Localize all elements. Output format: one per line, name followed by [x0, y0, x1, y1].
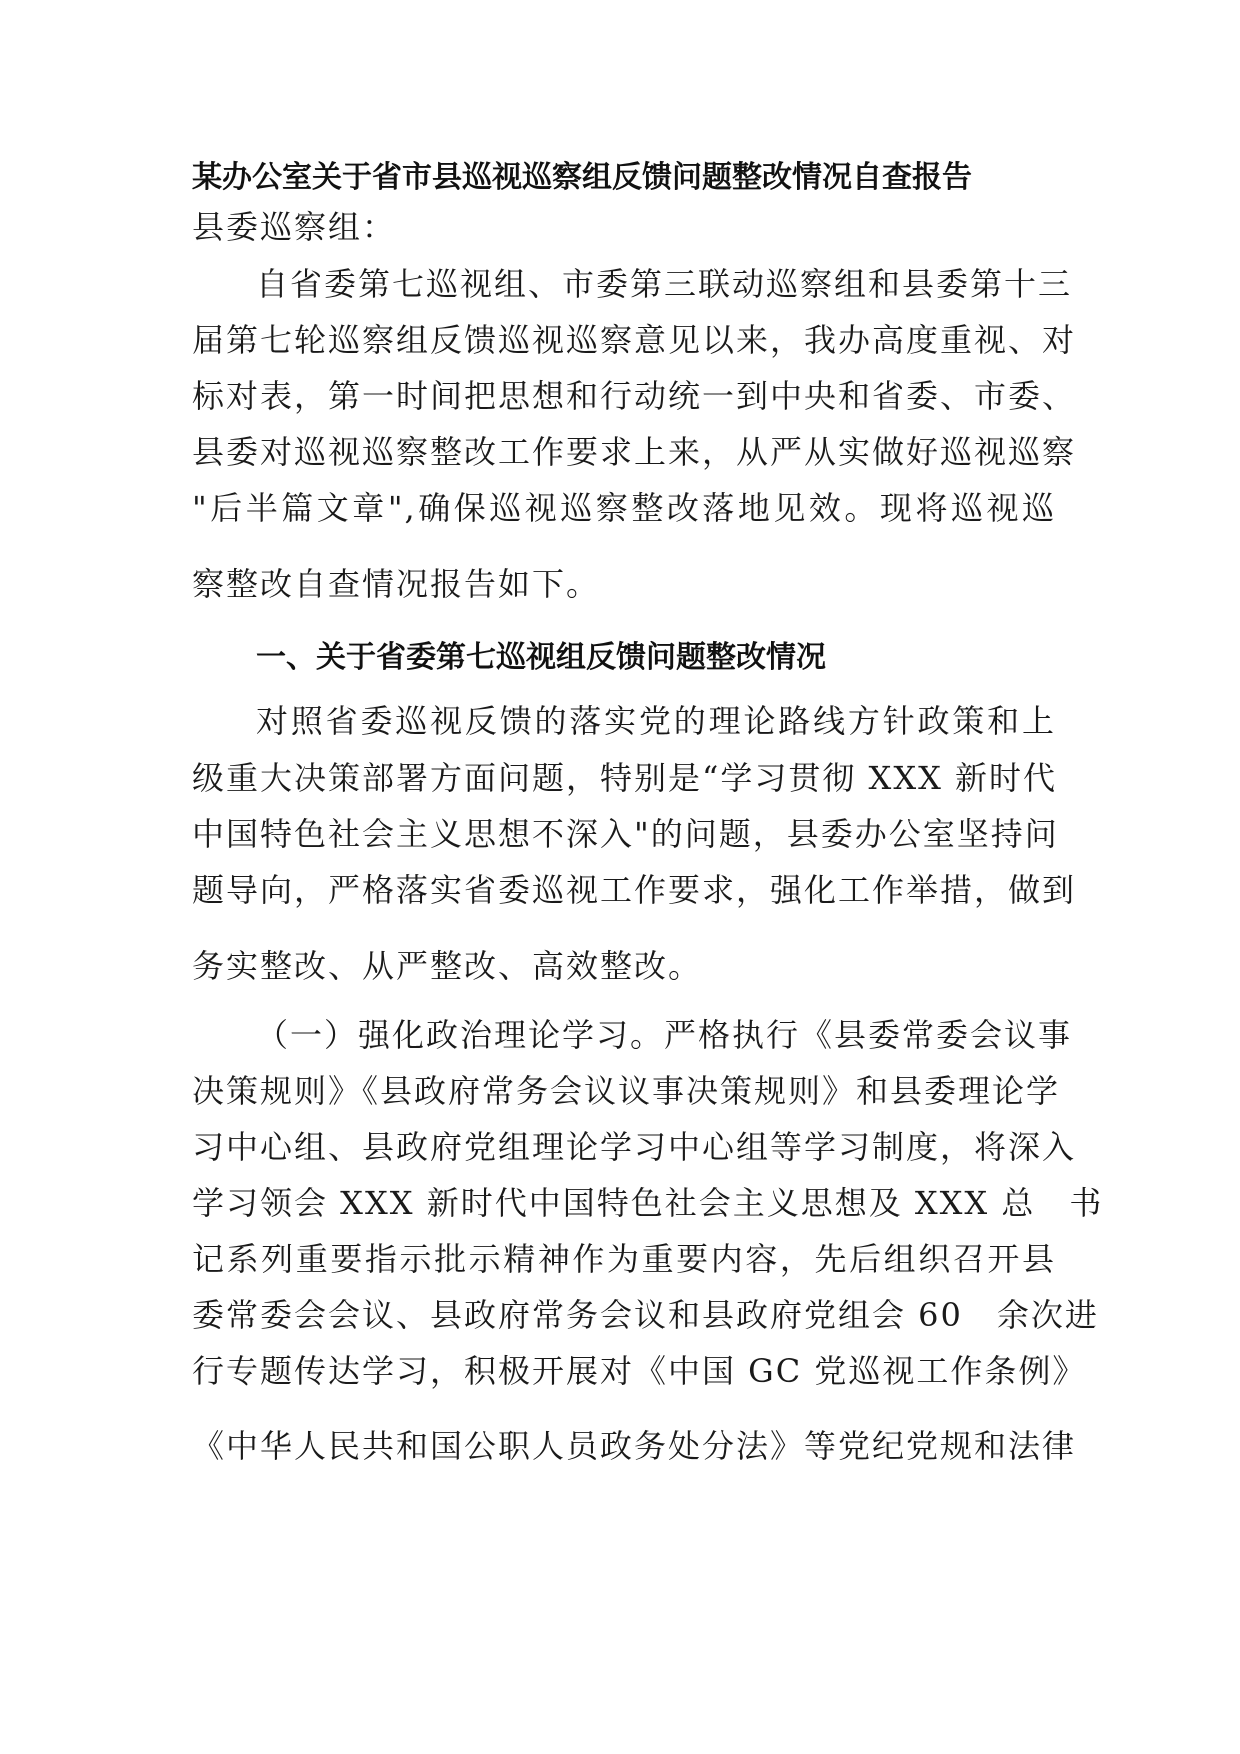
paragraph-line: 习中心组、县政府党组理论学习中心组等学习制度，将深入: [192, 1128, 1077, 1166]
paragraph-line: 级重大决策部署方面问题，特别是“学习贯彻 XXX 新时代: [192, 759, 1058, 797]
salutation: 县委巡察组：: [192, 208, 397, 246]
paragraph-line: 察整改自查情况报告如下。: [192, 565, 601, 603]
paragraph-line: 务实整改、从严整改、高效整改。: [192, 947, 703, 985]
paragraph-line: 记系列重要指示批示精神作为重要内容，先后组织召开县: [192, 1240, 1056, 1278]
section-heading: 一、关于省委第七巡视组反馈问题整改情况: [256, 640, 826, 675]
paragraph-line: 自省委第七巡视组、市委第三联动巡察组和县委第十三: [256, 265, 1073, 303]
paragraph-line: 中国特色社会主义思想不深入"的问题，县委办公室坚持问: [192, 815, 1059, 853]
paragraph-line: 行专题传达学习，积极开展对《中国 GC 党巡视工作条例》: [192, 1352, 1087, 1390]
paragraph-line: 标对表，第一时间把思想和行动统一到中央和省委、市委、: [192, 377, 1077, 415]
paragraph-line: 县委对巡视巡察整改工作要求上来，从严从实做好巡视巡察: [192, 433, 1077, 471]
paragraph-line: 届第七轮巡察组反馈巡视巡察意见以来，我办高度重视、对: [192, 321, 1077, 359]
paragraph-line: 决策规则》《县政府常务会议议事决策规则》和县委理论学: [192, 1072, 1061, 1110]
document-title: 某办公室关于省市县巡视巡察组反馈问题整改情况自查报告: [192, 160, 972, 195]
paragraph-line: 对照省委巡视反馈的落实党的理论路线方针政策和上: [256, 702, 1056, 740]
paragraph-line: 委常委会会议、县政府常务会议和县政府党组会 60 余次进: [192, 1296, 1099, 1334]
paragraph-line: "后半篇文章",确保巡视巡察整改落地见效。现将巡视巡: [192, 489, 1056, 527]
paragraph-line: 《中华人民共和国公职人员政务处分法》等党纪党规和法律: [192, 1427, 1077, 1465]
paragraph-line: 题导向，严格落实省委巡视工作要求，强化工作举措，做到: [192, 871, 1077, 909]
paragraph-line: 学习领会 XXX 新时代中国特色社会主义思想及 XXX 总 书: [192, 1184, 1104, 1222]
paragraph-line: （一）强化政治理论学习。严格执行《县委常委会议事: [256, 1016, 1073, 1054]
